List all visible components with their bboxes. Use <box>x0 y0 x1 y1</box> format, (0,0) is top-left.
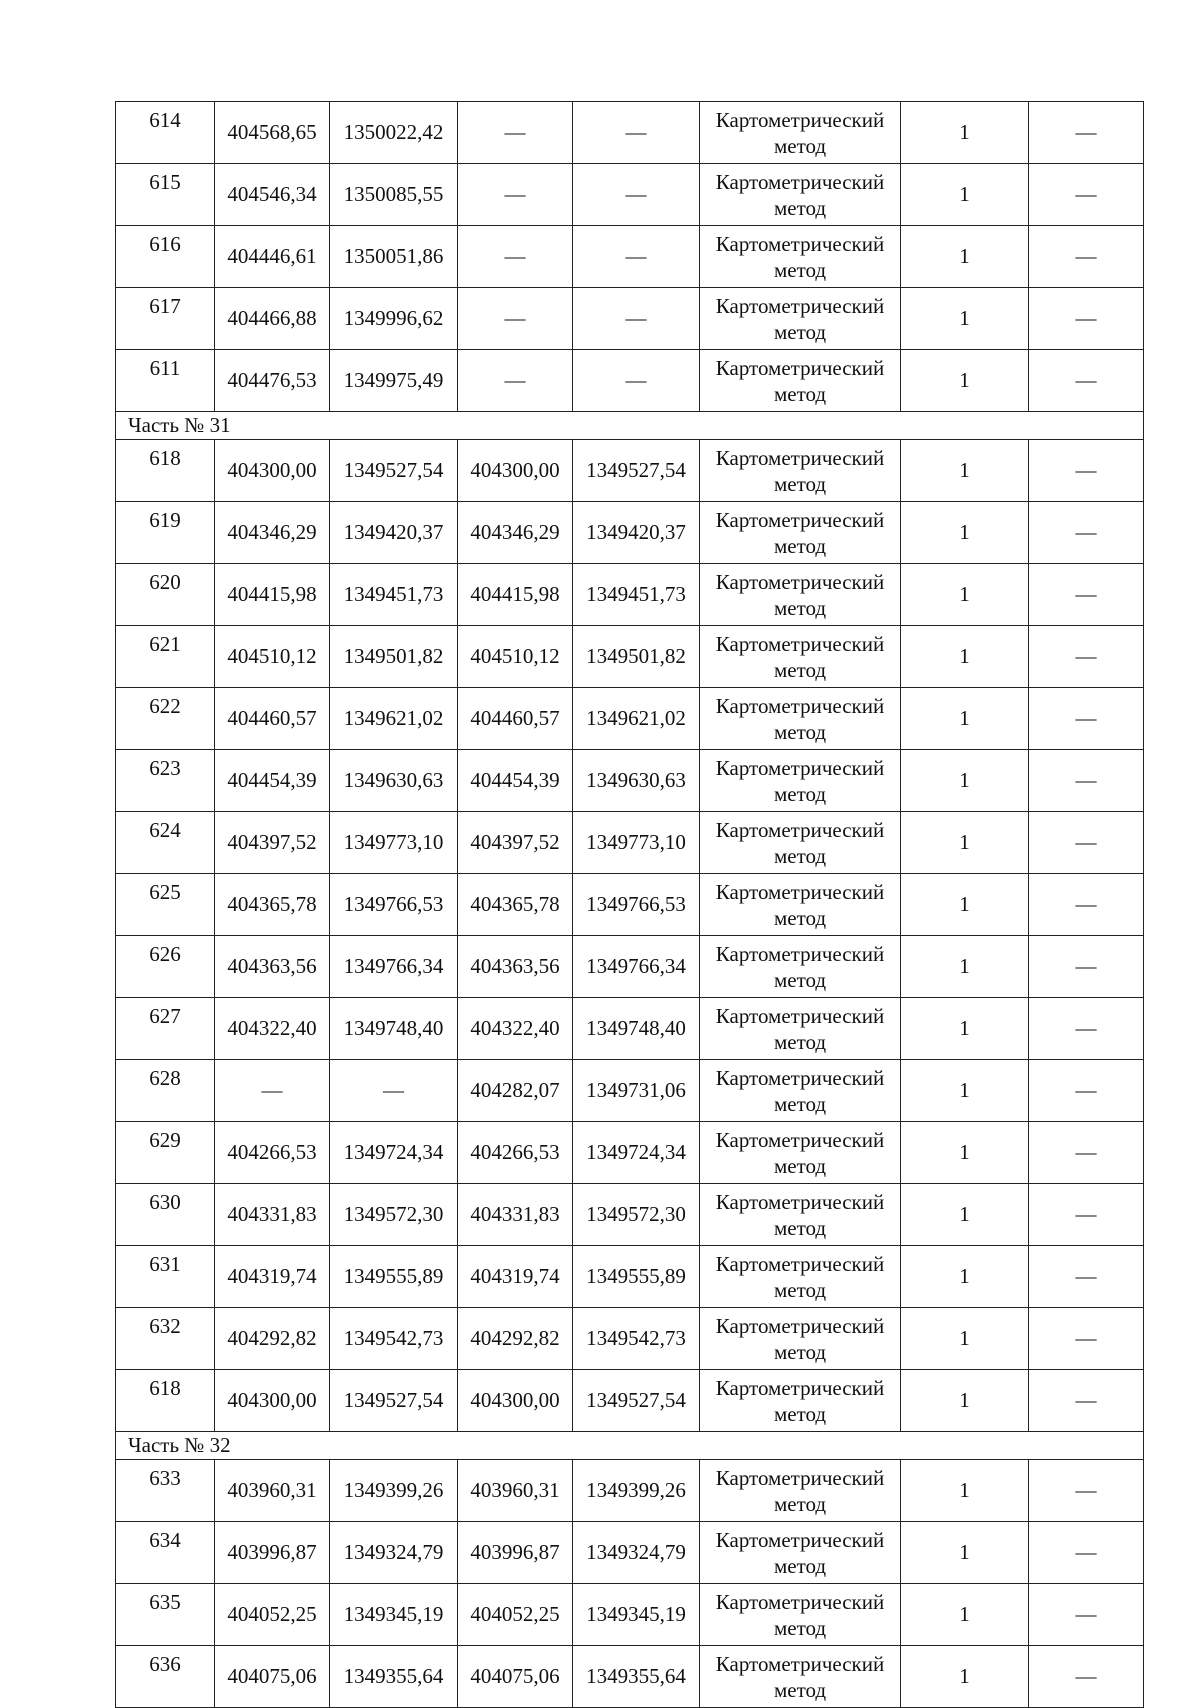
specified-y-cell: 1349527,54 <box>573 440 700 502</box>
method-line-2: метод <box>773 319 827 344</box>
description-cell: — <box>1029 812 1144 874</box>
method-cell <box>700 564 901 626</box>
method-line-2: метод <box>773 1215 827 1240</box>
point-number-cell: 620 <box>116 564 215 626</box>
description-cell: — <box>1029 1184 1144 1246</box>
accuracy-cell: 1 <box>901 1246 1029 1308</box>
point-number-cell: 617 <box>116 288 215 350</box>
description-cell: — <box>1029 626 1144 688</box>
existing-y-cell: 1349501,82 <box>330 626 458 688</box>
description-cell: — <box>1029 750 1144 812</box>
specified-y-cell: 1349399,26 <box>573 1460 700 1522</box>
specified-x-cell: 404319,74 <box>458 1246 573 1308</box>
existing-x-cell: 404365,78 <box>215 874 330 936</box>
existing-y-cell: 1349773,10 <box>330 812 458 874</box>
specified-x-cell: — <box>458 102 573 164</box>
accuracy-cell: 1 <box>901 626 1029 688</box>
description-cell: — <box>1029 502 1144 564</box>
existing-x-cell: 404476,53 <box>215 350 330 412</box>
description-cell: — <box>1029 288 1144 350</box>
table-row <box>116 350 1144 412</box>
specified-x-cell: 404292,82 <box>458 1308 573 1370</box>
point-number-cell: 619 <box>116 502 215 564</box>
method-line-2: метод <box>773 1153 827 1178</box>
table-row <box>116 1460 1144 1522</box>
accuracy-cell: 1 <box>901 564 1029 626</box>
existing-y-cell: 1349766,34 <box>330 936 458 998</box>
specified-x-cell: — <box>458 350 573 412</box>
specified-y-cell: — <box>573 164 700 226</box>
table-row <box>116 874 1144 936</box>
specified-y-cell: 1349355,64 <box>573 1646 700 1708</box>
specified-y-cell: 1349555,89 <box>573 1246 700 1308</box>
existing-y-cell: 1350085,55 <box>330 164 458 226</box>
specified-x-cell: 404331,83 <box>458 1184 573 1246</box>
point-number-cell: 624 <box>116 812 215 874</box>
point-number-cell: 631 <box>116 1246 215 1308</box>
specified-x-cell: 404300,00 <box>458 1370 573 1432</box>
table-row <box>116 1308 1144 1370</box>
accuracy-cell: 1 <box>901 936 1029 998</box>
point-number-cell: 632 <box>116 1308 215 1370</box>
accuracy-cell: 1 <box>901 1584 1029 1646</box>
specified-x-cell: 404365,78 <box>458 874 573 936</box>
specified-x-cell: 404266,53 <box>458 1122 573 1184</box>
method-line-2: метод <box>773 257 827 282</box>
method-line-2: метод <box>773 533 827 558</box>
existing-y-cell: 1349748,40 <box>330 998 458 1060</box>
description-cell: — <box>1029 688 1144 750</box>
method-cell <box>700 440 901 502</box>
specified-x-cell: 403996,87 <box>458 1522 573 1584</box>
accuracy-cell: 1 <box>901 1460 1029 1522</box>
accuracy-cell: 1 <box>901 502 1029 564</box>
existing-y-cell: 1349399,26 <box>330 1460 458 1522</box>
existing-y-cell: 1350051,86 <box>330 226 458 288</box>
method-line-2: метод <box>773 381 827 406</box>
point-number-cell: 626 <box>116 936 215 998</box>
method-cell <box>700 688 901 750</box>
specified-y-cell: 1349766,34 <box>573 936 700 998</box>
existing-y-cell: 1349451,73 <box>330 564 458 626</box>
table-row <box>116 1646 1144 1708</box>
point-number-cell: 628 <box>116 1060 215 1122</box>
existing-x-cell: 404075,06 <box>215 1646 330 1708</box>
accuracy-cell: 1 <box>901 350 1029 412</box>
existing-x-cell: 404300,00 <box>215 440 330 502</box>
table-row <box>116 936 1144 998</box>
method-line-2: метод <box>773 1553 827 1578</box>
specified-y-cell: 1349345,19 <box>573 1584 700 1646</box>
point-number-cell: 633 <box>116 1460 215 1522</box>
table-row <box>116 812 1144 874</box>
accuracy-cell: 1 <box>901 874 1029 936</box>
description-cell: — <box>1029 440 1144 502</box>
table-row <box>116 164 1144 226</box>
description-cell: — <box>1029 1460 1144 1522</box>
specified-y-cell: 1349451,73 <box>573 564 700 626</box>
table-row <box>116 1522 1144 1584</box>
method-line-2: метод <box>773 1277 827 1302</box>
point-number-cell: 629 <box>116 1122 215 1184</box>
method-line-1: Картометрический <box>715 293 885 318</box>
method-cell <box>700 1246 901 1308</box>
method-line-1: Картометрический <box>715 1375 885 1400</box>
table-row <box>116 102 1144 164</box>
existing-x-cell: 403960,31 <box>215 1460 330 1522</box>
accuracy-cell: 1 <box>901 102 1029 164</box>
method-line-1: Картометрический <box>715 879 885 904</box>
accuracy-cell: 1 <box>901 288 1029 350</box>
method-line-1: Картометрический <box>715 169 885 194</box>
point-number-cell: 625 <box>116 874 215 936</box>
description-cell: — <box>1029 226 1144 288</box>
method-line-1: Картометрический <box>715 755 885 780</box>
description-cell: — <box>1029 1308 1144 1370</box>
method-cell <box>700 164 901 226</box>
table-body <box>116 102 1144 1708</box>
existing-y-cell: 1349572,30 <box>330 1184 458 1246</box>
specified-y-cell: — <box>573 288 700 350</box>
method-cell <box>700 288 901 350</box>
method-line-1: Картометрический <box>715 231 885 256</box>
accuracy-cell: 1 <box>901 226 1029 288</box>
method-line-2: метод <box>773 967 827 992</box>
description-cell: — <box>1029 998 1144 1060</box>
method-cell <box>700 936 901 998</box>
method-cell <box>700 502 901 564</box>
method-line-1: Картометрический <box>715 1251 885 1276</box>
method-cell <box>700 626 901 688</box>
method-cell <box>700 1122 901 1184</box>
table-row <box>116 750 1144 812</box>
table-row <box>116 1584 1144 1646</box>
specified-y-cell: 1349420,37 <box>573 502 700 564</box>
existing-y-cell: 1349527,54 <box>330 440 458 502</box>
method-cell <box>700 1060 901 1122</box>
description-cell: — <box>1029 1646 1144 1708</box>
description-cell: — <box>1029 350 1144 412</box>
existing-x-cell: 404446,61 <box>215 226 330 288</box>
method-cell <box>700 1370 901 1432</box>
specified-x-cell: 404397,52 <box>458 812 573 874</box>
method-cell <box>700 1522 901 1584</box>
specified-x-cell: 404282,07 <box>458 1060 573 1122</box>
method-line-2: метод <box>773 657 827 682</box>
existing-y-cell: 1349324,79 <box>330 1522 458 1584</box>
method-line-2: метод <box>773 1091 827 1116</box>
table-row <box>116 1122 1144 1184</box>
existing-x-cell: 404266,53 <box>215 1122 330 1184</box>
table-row <box>116 440 1144 502</box>
point-number-cell: 630 <box>116 1184 215 1246</box>
method-line-1: Картометрический <box>715 569 885 594</box>
method-line-2: метод <box>773 905 827 930</box>
table-row <box>116 502 1144 564</box>
table-row <box>116 1246 1144 1308</box>
method-line-2: метод <box>773 195 827 220</box>
existing-x-cell: 404460,57 <box>215 688 330 750</box>
specified-y-cell: 1349501,82 <box>573 626 700 688</box>
existing-x-cell: 404510,12 <box>215 626 330 688</box>
point-number-cell: 615 <box>116 164 215 226</box>
method-cell <box>700 226 901 288</box>
existing-y-cell: 1349621,02 <box>330 688 458 750</box>
description-cell: — <box>1029 1122 1144 1184</box>
existing-x-cell: 404415,98 <box>215 564 330 626</box>
specified-x-cell: 404052,25 <box>458 1584 573 1646</box>
method-cell <box>700 350 901 412</box>
accuracy-cell: 1 <box>901 812 1029 874</box>
existing-y-cell: 1349766,53 <box>330 874 458 936</box>
table-row <box>116 1060 1144 1122</box>
specified-x-cell: 404322,40 <box>458 998 573 1060</box>
existing-x-cell: 403996,87 <box>215 1522 330 1584</box>
method-line-1: Картометрический <box>715 355 885 380</box>
existing-y-cell: 1350022,42 <box>330 102 458 164</box>
specified-y-cell: 1349731,06 <box>573 1060 700 1122</box>
method-line-2: метод <box>773 1029 827 1054</box>
coordinates-table <box>115 101 1144 1708</box>
existing-y-cell: 1349996,62 <box>330 288 458 350</box>
specified-x-cell: 404415,98 <box>458 564 573 626</box>
method-line-1: Картометрический <box>715 1189 885 1214</box>
point-number-cell: 623 <box>116 750 215 812</box>
point-number-cell: 616 <box>116 226 215 288</box>
method-line-1: Картометрический <box>715 1127 885 1152</box>
accuracy-cell: 1 <box>901 1122 1029 1184</box>
method-cell <box>700 1184 901 1246</box>
method-cell <box>700 1308 901 1370</box>
method-line-1: Картометрический <box>715 1065 885 1090</box>
method-line-2: метод <box>773 1401 827 1426</box>
existing-y-cell: — <box>330 1060 458 1122</box>
description-cell: — <box>1029 164 1144 226</box>
description-cell: — <box>1029 564 1144 626</box>
specified-x-cell: 404454,39 <box>458 750 573 812</box>
existing-x-cell: 404454,39 <box>215 750 330 812</box>
specified-y-cell: — <box>573 226 700 288</box>
point-number-cell: 635 <box>116 1584 215 1646</box>
existing-x-cell: 404363,56 <box>215 936 330 998</box>
existing-y-cell: 1349542,73 <box>330 1308 458 1370</box>
specified-x-cell: 404363,56 <box>458 936 573 998</box>
specified-x-cell: 404510,12 <box>458 626 573 688</box>
section-header-row <box>116 412 1144 440</box>
existing-x-cell: 404292,82 <box>215 1308 330 1370</box>
existing-x-cell: 404331,83 <box>215 1184 330 1246</box>
specified-y-cell: 1349766,53 <box>573 874 700 936</box>
method-line-1: Картометрический <box>715 1003 885 1028</box>
existing-y-cell: 1349355,64 <box>330 1646 458 1708</box>
table-row <box>116 626 1144 688</box>
description-cell: — <box>1029 1522 1144 1584</box>
method-line-2: метод <box>773 133 827 158</box>
section-label: Часть № 32 <box>116 1432 1144 1460</box>
specified-x-cell: 404460,57 <box>458 688 573 750</box>
method-line-1: Картометрический <box>715 1465 885 1490</box>
specified-x-cell: 404346,29 <box>458 502 573 564</box>
table-row <box>116 688 1144 750</box>
specified-y-cell: — <box>573 350 700 412</box>
method-line-1: Картометрический <box>715 445 885 470</box>
method-cell <box>700 1584 901 1646</box>
method-line-2: метод <box>773 1491 827 1516</box>
description-cell: — <box>1029 1246 1144 1308</box>
existing-x-cell: 404319,74 <box>215 1246 330 1308</box>
point-number-cell: 611 <box>116 350 215 412</box>
accuracy-cell: 1 <box>901 1184 1029 1246</box>
method-line-2: метод <box>773 1677 827 1702</box>
description-cell: — <box>1029 102 1144 164</box>
method-line-1: Картометрический <box>715 107 885 132</box>
point-number-cell: 636 <box>116 1646 215 1708</box>
existing-y-cell: 1349420,37 <box>330 502 458 564</box>
existing-x-cell: 404397,52 <box>215 812 330 874</box>
existing-x-cell: 404546,34 <box>215 164 330 226</box>
accuracy-cell: 1 <box>901 1060 1029 1122</box>
accuracy-cell: 1 <box>901 164 1029 226</box>
specified-x-cell: — <box>458 164 573 226</box>
method-cell <box>700 812 901 874</box>
method-line-2: метод <box>773 471 827 496</box>
point-number-cell: 614 <box>116 102 215 164</box>
accuracy-cell: 1 <box>901 750 1029 812</box>
existing-y-cell: 1349724,34 <box>330 1122 458 1184</box>
point-number-cell: 634 <box>116 1522 215 1584</box>
specified-x-cell: 404300,00 <box>458 440 573 502</box>
existing-x-cell: 404322,40 <box>215 998 330 1060</box>
table-row <box>116 288 1144 350</box>
point-number-cell: 627 <box>116 998 215 1060</box>
description-cell: — <box>1029 1584 1144 1646</box>
method-line-1: Картометрический <box>715 507 885 532</box>
existing-x-cell: 404466,88 <box>215 288 330 350</box>
accuracy-cell: 1 <box>901 998 1029 1060</box>
point-number-cell: 618 <box>116 440 215 502</box>
table-row <box>116 1184 1144 1246</box>
method-cell <box>700 874 901 936</box>
method-line-1: Картометрический <box>715 631 885 656</box>
method-cell <box>700 1646 901 1708</box>
method-line-1: Картометрический <box>715 1651 885 1676</box>
existing-x-cell: 404300,00 <box>215 1370 330 1432</box>
method-line-2: метод <box>773 719 827 744</box>
specified-x-cell: 403960,31 <box>458 1460 573 1522</box>
existing-y-cell: 1349555,89 <box>330 1246 458 1308</box>
method-cell <box>700 750 901 812</box>
accuracy-cell: 1 <box>901 1308 1029 1370</box>
accuracy-cell: 1 <box>901 440 1029 502</box>
method-cell <box>700 102 901 164</box>
existing-x-cell: — <box>215 1060 330 1122</box>
accuracy-cell: 1 <box>901 688 1029 750</box>
section-label: Часть № 31 <box>116 412 1144 440</box>
specified-x-cell: — <box>458 226 573 288</box>
description-cell: — <box>1029 1060 1144 1122</box>
method-line-1: Картометрический <box>715 1589 885 1614</box>
specified-y-cell: 1349621,02 <box>573 688 700 750</box>
accuracy-cell: 1 <box>901 1522 1029 1584</box>
existing-x-cell: 404346,29 <box>215 502 330 564</box>
existing-x-cell: 404052,25 <box>215 1584 330 1646</box>
section-header-row <box>116 1432 1144 1460</box>
method-line-1: Картометрический <box>715 817 885 842</box>
method-line-1: Картометрический <box>715 1313 885 1338</box>
method-line-2: метод <box>773 1615 827 1640</box>
method-cell <box>700 1460 901 1522</box>
accuracy-cell: 1 <box>901 1370 1029 1432</box>
method-line-2: метод <box>773 1339 827 1364</box>
specified-y-cell: 1349527,54 <box>573 1370 700 1432</box>
specified-y-cell: 1349748,40 <box>573 998 700 1060</box>
method-line-1: Картометрический <box>715 941 885 966</box>
existing-y-cell: 1349630,63 <box>330 750 458 812</box>
method-cell <box>700 998 901 1060</box>
table-row <box>116 226 1144 288</box>
method-line-1: Картометрический <box>715 1527 885 1552</box>
existing-x-cell: 404568,65 <box>215 102 330 164</box>
specified-y-cell: 1349773,10 <box>573 812 700 874</box>
specified-y-cell: 1349324,79 <box>573 1522 700 1584</box>
specified-x-cell: 404075,06 <box>458 1646 573 1708</box>
table-row <box>116 564 1144 626</box>
accuracy-cell: 1 <box>901 1646 1029 1708</box>
existing-y-cell: 1349345,19 <box>330 1584 458 1646</box>
specified-y-cell: — <box>573 102 700 164</box>
table-row <box>116 1370 1144 1432</box>
existing-y-cell: 1349975,49 <box>330 350 458 412</box>
method-line-2: метод <box>773 781 827 806</box>
description-cell: — <box>1029 1370 1144 1432</box>
point-number-cell: 621 <box>116 626 215 688</box>
table-row <box>116 998 1144 1060</box>
point-number-cell: 622 <box>116 688 215 750</box>
method-line-2: метод <box>773 843 827 868</box>
existing-y-cell: 1349527,54 <box>330 1370 458 1432</box>
specified-y-cell: 1349724,34 <box>573 1122 700 1184</box>
specified-x-cell: — <box>458 288 573 350</box>
method-line-2: метод <box>773 595 827 620</box>
specified-y-cell: 1349630,63 <box>573 750 700 812</box>
method-line-1: Картометрический <box>715 693 885 718</box>
specified-y-cell: 1349542,73 <box>573 1308 700 1370</box>
specified-y-cell: 1349572,30 <box>573 1184 700 1246</box>
description-cell: — <box>1029 936 1144 998</box>
point-number-cell: 618 <box>116 1370 215 1432</box>
description-cell: — <box>1029 874 1144 936</box>
